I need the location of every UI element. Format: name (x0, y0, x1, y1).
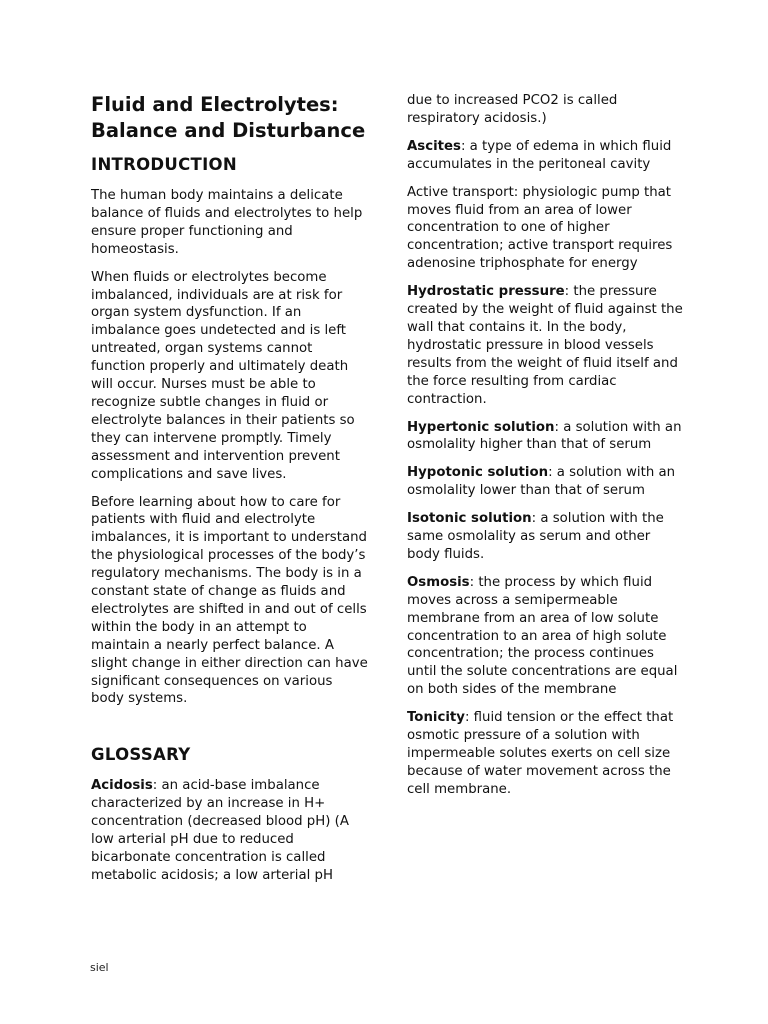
glossary-term: Hypertonic solution (407, 419, 555, 435)
glossary-entry-acidosis-continued: due to increased PCO2 is called respiratory acidosis.) (407, 93, 618, 126)
intro-paragraph-3: Before learning about how to care for patients with fluid and electrolyte imbalances, it is important to understand the physiological processes of the body’s regulatory mechanisms. The body is in a constant state of change as fluids and electrolytes are shifted in and out of cells within the body in an attempt to maintain a nearly perfect balance. A slight change in either direction can have significant consequences on various body systems. (91, 494, 368, 707)
glossary-entry-isotonic (407, 510, 685, 564)
right-column (407, 92, 685, 809)
glossary-entry-tonicity (407, 709, 685, 799)
intro-paragraph-2: When fluids or electrolytes become imbalanced, individuals are at risk for organ system dysfunction. If an imbalance goes undetected and is left untreated, organ systems cannot function properly and ultimately death will occur. Nurses must be able to recognize subtle changes in fluid or electrolyte balances in their patients so they can intervene promptly. Timely assessment and intervention prevent complications and save lives. (91, 269, 355, 482)
glossary-definition: : fluid tension or the effect that osmotic pressure of a solution with impermeable solutes exerts on cell size because of water movement across the cell membrane. (407, 710, 674, 797)
glossary-heading: GLOSSARY (91, 745, 191, 765)
glossary-definition: : a type of edema in which fluid accumulates in the peritoneal cavity (407, 138, 672, 172)
glossary-term: Osmosis (407, 574, 470, 590)
page-footer: siel (90, 961, 109, 974)
left-column (91, 92, 369, 895)
glossary-definition: : an acid-base imbalance characterized by an increase in H+ concentration (decreased blood pH) (A low arterial pH due to reduced bicarbonate concentration is called metabolic acidosis; a low arterial pH (91, 778, 349, 883)
glossary-entry-ascites (407, 138, 685, 174)
glossary-term: Ascites (407, 138, 461, 154)
glossary-definition: : the process by which fluid moves across a semipermeable membrane from an area of low solute concentration to an area of high solute concentration; the process continues until the solute concentrations are equal on both sides of the membrane (407, 574, 678, 698)
glossary-entry-hydrostatic-pressure (407, 283, 685, 408)
glossary-definition: : a solution with an osmolality higher than that of serum (407, 419, 682, 453)
glossary-definition: : a solution with the same osmolality as serum and other body fluids. (407, 511, 664, 562)
glossary-term: Tonicity (407, 710, 465, 726)
glossary-entry-hypertonic (407, 419, 685, 455)
document-title: Fluid and Electrolytes: Balance and Disturbance (91, 93, 366, 142)
glossary-term: Isotonic solution (407, 511, 532, 527)
introduction-heading: INTRODUCTION (91, 155, 237, 174)
glossary-entry-hypotonic (407, 464, 685, 500)
glossary-term: Hypotonic solution (407, 465, 549, 481)
glossary-entry-acidosis (91, 777, 369, 884)
glossary-entry-active-transport: Active transport: physiologic pump that moves fluid from an area of lower concentration to one of higher concentration; active transport requires adenosine triphosphate for energy (407, 184, 673, 272)
glossary-definition: : the pressure created by the weight of fluid against the wall that contains it. In the body, hydrostatic pressure in blood vessels results from the weight of fluid itself and the force resulting from cardiac contraction. (407, 284, 683, 407)
glossary-term: Hydrostatic pressure (407, 284, 565, 300)
glossary-definition: : a solution with an osmolality lower than that of serum (407, 465, 676, 499)
glossary-entry-osmosis (407, 574, 685, 699)
glossary-term: Acidosis (91, 778, 153, 794)
intro-paragraph-1: The human body maintains a delicate balance of fluids and electrolytes to help ensure proper functioning and homeostasis. (91, 188, 363, 257)
